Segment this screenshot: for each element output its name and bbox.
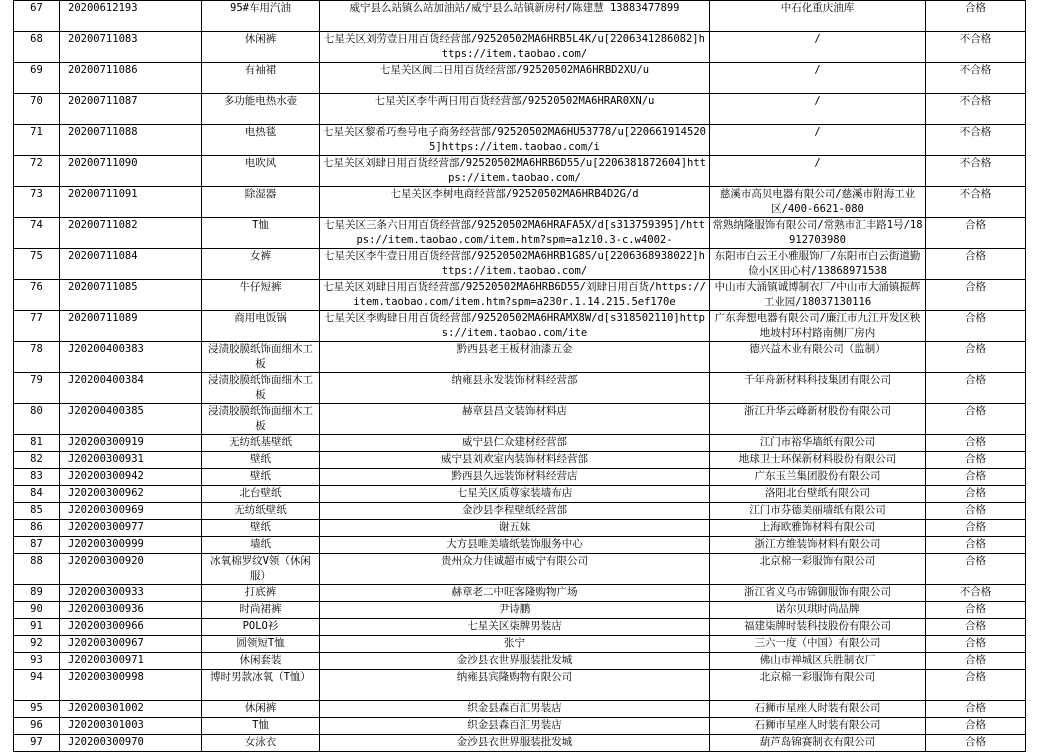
manufacturer: / [710, 156, 926, 187]
row-number: 96 [14, 718, 60, 735]
seller-info: 七星关区质尊家装墙布店 [320, 486, 710, 503]
sample-code: J20200400383 [60, 342, 202, 373]
row-number: 91 [14, 619, 60, 636]
seller-info: 威宁县仁众建材经营部 [320, 435, 710, 452]
seller-info: 威宁县刘欢室内装饰材料经营部 [320, 452, 710, 469]
table-row [14, 373, 1026, 404]
seller-info: 七星关区刘劳壹日用百货经营部/92520502MA6HRB5L4K/u[2206341286082]https://item.taobao.com/ [320, 32, 710, 63]
sample-code: 20200711089 [60, 311, 202, 342]
sample-code: J20200300971 [60, 653, 202, 670]
product-name: 除湿器 [202, 187, 320, 218]
row-number: 95 [14, 701, 60, 718]
manufacturer: 千年舟新材料科技集团有限公司 [710, 373, 926, 404]
row-number: 68 [14, 32, 60, 63]
inspection-result: 合格 [926, 554, 1026, 585]
product-name: 墙纸 [202, 537, 320, 554]
inspection-result: 合格 [926, 537, 1026, 554]
inspection-result: 合格 [926, 373, 1026, 404]
seller-info: 金沙县李程壁纸经营部 [320, 503, 710, 520]
product-name: T恤 [202, 718, 320, 735]
product-name: 壁纸 [202, 452, 320, 469]
product-name: 浸渍胶膜纸饰面细木工板 [202, 404, 320, 435]
seller-info: 七星关区刘肆日用百货经营部/92520502MA6HRB6D55/刘肆日用百货/https://item.taobao.com/item.htm?spm=a230r.1.14.215.5ef170e [320, 280, 710, 311]
sample-code: J20200400385 [60, 404, 202, 435]
inspection-result: 不合格 [926, 32, 1026, 63]
table-body [14, 1, 1026, 752]
product-name: 商用电饭锅 [202, 311, 320, 342]
manufacturer: 常熟纳隆服饰有限公司/常熟市汇丰路1号/18912703980 [710, 218, 926, 249]
inspection-result: 合格 [926, 602, 1026, 619]
inspection-result: 合格 [926, 520, 1026, 537]
sample-code: 20200711082 [60, 218, 202, 249]
inspection-result: 合格 [926, 218, 1026, 249]
seller-info: 七星关区柒牌男装店 [320, 619, 710, 636]
sample-code: J20200300998 [60, 670, 202, 701]
inspection-result: 合格 [926, 1, 1026, 32]
table-row [14, 636, 1026, 653]
sample-code: J20200300977 [60, 520, 202, 537]
row-number: 67 [14, 1, 60, 32]
product-name: 电热毯 [202, 125, 320, 156]
table-row [14, 718, 1026, 735]
table-row [14, 435, 1026, 452]
manufacturer: 葫芦岛锦赛制衣有限公司 [710, 735, 926, 752]
table-row [14, 619, 1026, 636]
manufacturer: 上海欧雅饰材料有限公司 [710, 520, 926, 537]
manufacturer: 浙江升华云峰新材股份有限公司 [710, 404, 926, 435]
row-number: 81 [14, 435, 60, 452]
manufacturer: 浙江方维装饰材料有限公司 [710, 537, 926, 554]
manufacturer: 广东玉兰集团股份有限公司 [710, 469, 926, 486]
sample-code: J20200300970 [60, 735, 202, 752]
seller-info: 张宁 [320, 636, 710, 653]
inspection-result: 不合格 [926, 125, 1026, 156]
row-number: 69 [14, 63, 60, 94]
sample-code: J20200300966 [60, 619, 202, 636]
product-name: 北台壁纸 [202, 486, 320, 503]
manufacturer: 江门市裕华墙纸有限公司 [710, 435, 926, 452]
inspection-result: 合格 [926, 311, 1026, 342]
row-number: 82 [14, 452, 60, 469]
manufacturer: 北京棉一彩服饰有限公司 [710, 554, 926, 585]
inspection-result: 合格 [926, 636, 1026, 653]
sample-code: J20200300967 [60, 636, 202, 653]
seller-info: 七星关区李牛壹日用百货经营部/92520502MA6HRB1G8S/u[2206368938022]https://item.taobao.com/ [320, 249, 710, 280]
table-row [14, 404, 1026, 435]
seller-info: 金沙县衣世界服装批发城 [320, 735, 710, 752]
table-row [14, 249, 1026, 280]
table-row [14, 280, 1026, 311]
manufacturer: / [710, 125, 926, 156]
row-number: 72 [14, 156, 60, 187]
manufacturer: 石狮市星座人时装有限公司 [710, 718, 926, 735]
inspection-result: 不合格 [926, 156, 1026, 187]
row-number: 80 [14, 404, 60, 435]
row-number: 75 [14, 249, 60, 280]
manufacturer: 德兴益木业有限公司（监制） [710, 342, 926, 373]
inspection-result: 合格 [926, 404, 1026, 435]
manufacturer: 地球卫士环保新材料股份有限公司 [710, 452, 926, 469]
seller-info: 七星关区李树电商经营部/92520502MA6HRB4D2G/d [320, 187, 710, 218]
row-number: 71 [14, 125, 60, 156]
inspection-result: 合格 [926, 452, 1026, 469]
seller-info: 纳雍县永发装饰材料经营部 [320, 373, 710, 404]
table-row [14, 585, 1026, 602]
seller-info: 七星关区黎希巧叁号电子商务经营部/92520502MA6HU53778/u[2206619145205]https://item.taobao.com/i [320, 125, 710, 156]
manufacturer: 广东奔想电器有限公司/廉江市九江开发区秧地坡村环村路南侧厂房内 [710, 311, 926, 342]
inspection-result: 不合格 [926, 187, 1026, 218]
table-row [14, 218, 1026, 249]
table-row [14, 602, 1026, 619]
row-number: 76 [14, 280, 60, 311]
product-name: 电吹风 [202, 156, 320, 187]
inspection-result: 合格 [926, 280, 1026, 311]
row-number: 83 [14, 469, 60, 486]
row-number: 97 [14, 735, 60, 752]
manufacturer: 北京棉一彩服饰有限公司 [710, 670, 926, 701]
sample-code: J20200300936 [60, 602, 202, 619]
manufacturer: 洛阳北台壁纸有限公司 [710, 486, 926, 503]
sample-code: J20200301003 [60, 718, 202, 735]
table-row [14, 452, 1026, 469]
row-number: 87 [14, 537, 60, 554]
table-row [14, 701, 1026, 718]
sample-code: 20200711086 [60, 63, 202, 94]
seller-info: 七星关区李牛两日用百货经营部/92520502MA6HRAR0XN/u [320, 94, 710, 125]
row-number: 70 [14, 94, 60, 125]
product-name: 休闲套装 [202, 653, 320, 670]
sample-code: J20200300931 [60, 452, 202, 469]
row-number: 89 [14, 585, 60, 602]
product-name: 浸渍胶膜纸饰面细木工板 [202, 373, 320, 404]
sample-code: J20200300999 [60, 537, 202, 554]
inspection-result: 合格 [926, 469, 1026, 486]
manufacturer: / [710, 63, 926, 94]
row-number: 79 [14, 373, 60, 404]
manufacturer: 石狮市星座人时装有限公司 [710, 701, 926, 718]
product-name: 女裤 [202, 249, 320, 280]
sample-code: J20200301002 [60, 701, 202, 718]
table-row [14, 156, 1026, 187]
seller-info: 尹诗鹏 [320, 602, 710, 619]
inspection-result: 合格 [926, 718, 1026, 735]
manufacturer: 中石化重庆油库 [710, 1, 926, 32]
table-row [14, 125, 1026, 156]
table-row [14, 342, 1026, 373]
sample-code: 20200711085 [60, 280, 202, 311]
table-row [14, 670, 1026, 701]
table-row [14, 520, 1026, 537]
row-number: 88 [14, 554, 60, 585]
row-number: 78 [14, 342, 60, 373]
inspection-result: 合格 [926, 619, 1026, 636]
product-name: 牛仔短裤 [202, 280, 320, 311]
row-number: 93 [14, 653, 60, 670]
table-row [14, 32, 1026, 63]
product-name: 95#车用汽油 [202, 1, 320, 32]
row-number: 86 [14, 520, 60, 537]
product-name: 壁纸 [202, 520, 320, 537]
seller-info: 赫章县昌文装饰材料店 [320, 404, 710, 435]
table-row [14, 469, 1026, 486]
manufacturer: 诺尔贝琪时尚品牌 [710, 602, 926, 619]
sample-code: 20200711090 [60, 156, 202, 187]
sample-code: 20200711091 [60, 187, 202, 218]
row-number: 73 [14, 187, 60, 218]
row-number: 94 [14, 670, 60, 701]
seller-info: 七星关区三条六日用百货经营部/92520502MA6HRAFA5X/d[s313759395]/https://item.taobao.com/item.htm?spm=a1z10.3-c.w4002- [320, 218, 710, 249]
seller-info: 七星关区刘肆日用百货经营部/92520502MA6HRB6D55/u[2206381872604]https://item.taobao.com/ [320, 156, 710, 187]
manufacturer: 慈溪市高贝电器有限公司/慈溪市附海工业区/400-6621-080 [710, 187, 926, 218]
inspection-result: 合格 [926, 486, 1026, 503]
manufacturer: 中山市大涌镇诚博制衣厂/中山市大涌镇振辉工业园/18037130116 [710, 280, 926, 311]
manufacturer: / [710, 32, 926, 63]
table-row [14, 94, 1026, 125]
sample-code: J20200300942 [60, 469, 202, 486]
manufacturer: 福建柒牌时装科技股份有限公司 [710, 619, 926, 636]
product-name: 有袖裙 [202, 63, 320, 94]
inspection-result: 不合格 [926, 585, 1026, 602]
seller-info: 黔西县久远装饰材料经营店 [320, 469, 710, 486]
product-name: 休闲裤 [202, 701, 320, 718]
inspection-result: 合格 [926, 342, 1026, 373]
table-row [14, 653, 1026, 670]
product-name: 圆领短T恤 [202, 636, 320, 653]
table-row [14, 187, 1026, 218]
table-row [14, 1, 1026, 32]
product-name: 女泳衣 [202, 735, 320, 752]
inspection-result: 合格 [926, 435, 1026, 452]
table-row [14, 311, 1026, 342]
product-name: 博时男款冰氧（T恤） [202, 670, 320, 701]
product-name: 时尚裙裤 [202, 602, 320, 619]
table-row [14, 735, 1026, 752]
manufacturer: / [710, 94, 926, 125]
product-name: 冰氧棉罗纹V领（休闲服） [202, 554, 320, 585]
product-name: 无纺纸基壁纸 [202, 435, 320, 452]
sample-code: J20200300969 [60, 503, 202, 520]
sample-code: 20200711087 [60, 94, 202, 125]
inspection-result: 合格 [926, 503, 1026, 520]
sample-code: 20200612193 [60, 1, 202, 32]
product-name: 无纺纸壁纸 [202, 503, 320, 520]
product-name: 壁纸 [202, 469, 320, 486]
row-number: 85 [14, 503, 60, 520]
product-name: 休闲裤 [202, 32, 320, 63]
seller-info: 织金县森百汇男装店 [320, 701, 710, 718]
seller-info: 大方县唯美墙纸装饰服务中心 [320, 537, 710, 554]
seller-info: 威宁县么站镇么站加油站/威宁县么站镇新房村/陈建慧 13883477899 [320, 1, 710, 32]
sample-code: J20200300919 [60, 435, 202, 452]
product-name: T恤 [202, 218, 320, 249]
sample-code: J20200300962 [60, 486, 202, 503]
product-name: 打底裤 [202, 585, 320, 602]
seller-info: 赫章老二中旺客隆购物广场 [320, 585, 710, 602]
seller-info: 贵州众力佳诚超市威宁有限公司 [320, 554, 710, 585]
seller-info: 纳雍县宾隆购物有限公司 [320, 670, 710, 701]
row-number: 92 [14, 636, 60, 653]
row-number: 77 [14, 311, 60, 342]
seller-info: 金沙县衣世界服装批发城 [320, 653, 710, 670]
seller-info: 织金县森百汇男装店 [320, 718, 710, 735]
inspection-result: 合格 [926, 701, 1026, 718]
product-name: POLO衫 [202, 619, 320, 636]
sample-code: J20200400384 [60, 373, 202, 404]
table-row [14, 486, 1026, 503]
seller-info: 黔西县老王板材油漆五金 [320, 342, 710, 373]
manufacturer: 三六一度（中国）有限公司 [710, 636, 926, 653]
product-name: 浸渍胶膜纸饰面细木工板 [202, 342, 320, 373]
seller-info: 谢五妹 [320, 520, 710, 537]
manufacturer: 东阳市白云王小雅服饰厂/东阳市白云街道勤俭小区田心村/13868971538 [710, 249, 926, 280]
table-row [14, 503, 1026, 520]
sample-code: 20200711088 [60, 125, 202, 156]
product-name: 多功能电热水壶 [202, 94, 320, 125]
sample-code: J20200300933 [60, 585, 202, 602]
manufacturer: 江门市芬德美丽墙纸有限公司 [710, 503, 926, 520]
inspection-result: 合格 [926, 735, 1026, 752]
seller-info: 七星关区阆二日用百货经营部/92520502MA6HRBD2XU/u [320, 63, 710, 94]
row-number: 90 [14, 602, 60, 619]
table-row [14, 554, 1026, 585]
table-row [14, 63, 1026, 94]
inspection-result: 合格 [926, 249, 1026, 280]
sample-code: 20200711084 [60, 249, 202, 280]
sample-code: 20200711083 [60, 32, 202, 63]
seller-info: 七星关区李购肆日用百货经营部/92520502MA6HRAMX8W/d[s318502110]https://item.taobao.com/ite [320, 311, 710, 342]
manufacturer: 浙江省义乌市锦御服饰有限公司 [710, 585, 926, 602]
inspection-results-table [13, 0, 1026, 752]
table-row [14, 537, 1026, 554]
sample-code: J20200300920 [60, 554, 202, 585]
row-number: 74 [14, 218, 60, 249]
manufacturer: 佛山市禅城区兵胜制衣厂 [710, 653, 926, 670]
inspection-result: 合格 [926, 670, 1026, 701]
inspection-result: 合格 [926, 653, 1026, 670]
inspection-result: 不合格 [926, 94, 1026, 125]
inspection-result: 不合格 [926, 63, 1026, 94]
row-number: 84 [14, 486, 60, 503]
